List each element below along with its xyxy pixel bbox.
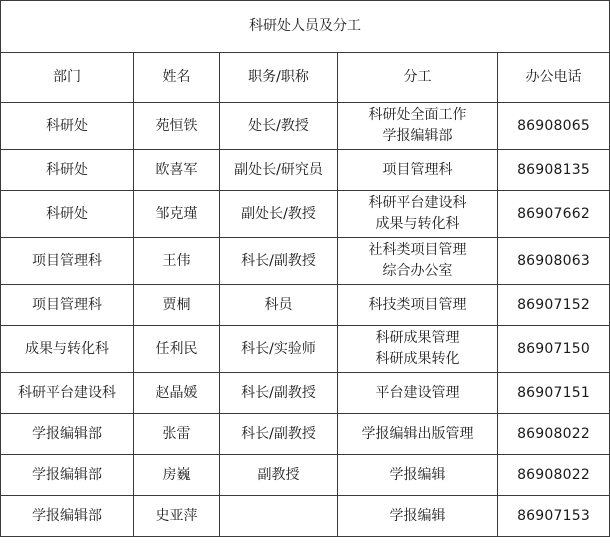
header-name: 姓名 bbox=[134, 53, 220, 103]
cell-duty bbox=[338, 103, 498, 150]
cell-role: 副处长/研究员 bbox=[220, 150, 338, 191]
cell-phone: 86908065 bbox=[498, 103, 610, 150]
cell-phone: 86907662 bbox=[498, 191, 610, 238]
cell-dept: 学报编辑部 bbox=[1, 496, 134, 537]
cell-phone: 86908063 bbox=[498, 238, 610, 285]
cell-role: 科长/副教授 bbox=[220, 238, 338, 285]
cell-role: 副处长/教授 bbox=[220, 191, 338, 238]
cell-duty bbox=[338, 238, 498, 285]
cell-dept: 科研处 bbox=[1, 150, 134, 191]
table-row bbox=[1, 238, 610, 285]
duty-line: 科研成果管理 bbox=[375, 330, 460, 346]
table-title: 科研处人员及分工 bbox=[1, 1, 610, 53]
cell-name: 张雷 bbox=[134, 414, 220, 455]
cell-phone: 86908135 bbox=[498, 150, 610, 191]
cell-role: 科长/副教授 bbox=[220, 414, 338, 455]
cell-phone: 86907153 bbox=[498, 496, 610, 537]
duty-line: 项目管理科 bbox=[382, 161, 453, 178]
cell-dept: 学报编辑部 bbox=[1, 414, 134, 455]
cell-duty bbox=[338, 455, 498, 496]
cell-name: 房巍 bbox=[134, 455, 220, 496]
table-row bbox=[1, 103, 610, 150]
duty-line: 学报编辑出版管理 bbox=[361, 425, 474, 442]
duty-line: 社科类项目管理 bbox=[368, 242, 467, 258]
cell-duty bbox=[338, 496, 498, 537]
cell-name: 邹克瑾 bbox=[134, 191, 220, 238]
cell-name: 赵晶媛 bbox=[134, 373, 220, 414]
cell-dept: 项目管理科 bbox=[1, 285, 134, 326]
table-row bbox=[1, 285, 610, 326]
cell-role: 副教授 bbox=[220, 455, 338, 496]
cell-role: 科长/实验师 bbox=[220, 326, 338, 373]
cell-duty bbox=[338, 150, 498, 191]
table-body bbox=[1, 103, 610, 537]
cell-dept: 科研平台建设科 bbox=[1, 373, 134, 414]
header-phone: 办公电话 bbox=[498, 53, 610, 103]
table-row bbox=[1, 373, 610, 414]
cell-name: 王伟 bbox=[134, 238, 220, 285]
cell-duty bbox=[338, 414, 498, 455]
duty-line: 科研处全面工作 bbox=[368, 107, 467, 123]
cell-name: 苑恒铁 bbox=[134, 103, 220, 150]
duty-line: 科研平台建设科 bbox=[368, 195, 467, 211]
duty-line: 科技类项目管理 bbox=[368, 296, 467, 313]
duty-line: 平台建设管理 bbox=[375, 384, 460, 401]
table-row bbox=[1, 414, 610, 455]
table-row bbox=[1, 455, 610, 496]
duty-line: 学报编辑 bbox=[389, 466, 446, 483]
table-row bbox=[1, 150, 610, 191]
cell-name: 欧喜军 bbox=[134, 150, 220, 191]
cell-dept: 项目管理科 bbox=[1, 238, 134, 285]
cell-duty bbox=[338, 373, 498, 414]
cell-duty bbox=[338, 285, 498, 326]
cell-phone: 86907151 bbox=[498, 373, 610, 414]
duty-line: 学报编辑部 bbox=[382, 128, 453, 144]
duty-line: 学报编辑 bbox=[389, 507, 446, 524]
cell-name: 贾桐 bbox=[134, 285, 220, 326]
cell-duty bbox=[338, 191, 498, 238]
cell-dept: 科研处 bbox=[1, 191, 134, 238]
cell-name: 史亚萍 bbox=[134, 496, 220, 537]
cell-role: 科长/副教授 bbox=[220, 373, 338, 414]
header-dept: 部门 bbox=[1, 53, 134, 103]
header-row bbox=[1, 53, 610, 103]
cell-phone: 86908022 bbox=[498, 455, 610, 496]
cell-role: 处长/教授 bbox=[220, 103, 338, 150]
header-role: 职务/职称 bbox=[220, 53, 338, 103]
header-duty: 分工 bbox=[338, 53, 498, 103]
cell-phone: 86907152 bbox=[498, 285, 610, 326]
cell-role: 科员 bbox=[220, 285, 338, 326]
duty-line: 综合办公室 bbox=[382, 263, 453, 279]
cell-name: 任利民 bbox=[134, 326, 220, 373]
cell-phone: 86908022 bbox=[498, 414, 610, 455]
table-row bbox=[1, 326, 610, 373]
cell-dept: 科研处 bbox=[1, 103, 134, 150]
cell-dept: 成果与转化科 bbox=[1, 326, 134, 373]
table-row bbox=[1, 496, 610, 537]
table-row bbox=[1, 191, 610, 238]
duty-line: 科研成果转化 bbox=[375, 351, 460, 367]
cell-dept: 学报编辑部 bbox=[1, 455, 134, 496]
cell-role bbox=[220, 496, 338, 537]
cell-duty bbox=[338, 326, 498, 373]
duty-line: 成果与转化科 bbox=[375, 216, 460, 232]
cell-phone: 86907150 bbox=[498, 326, 610, 373]
